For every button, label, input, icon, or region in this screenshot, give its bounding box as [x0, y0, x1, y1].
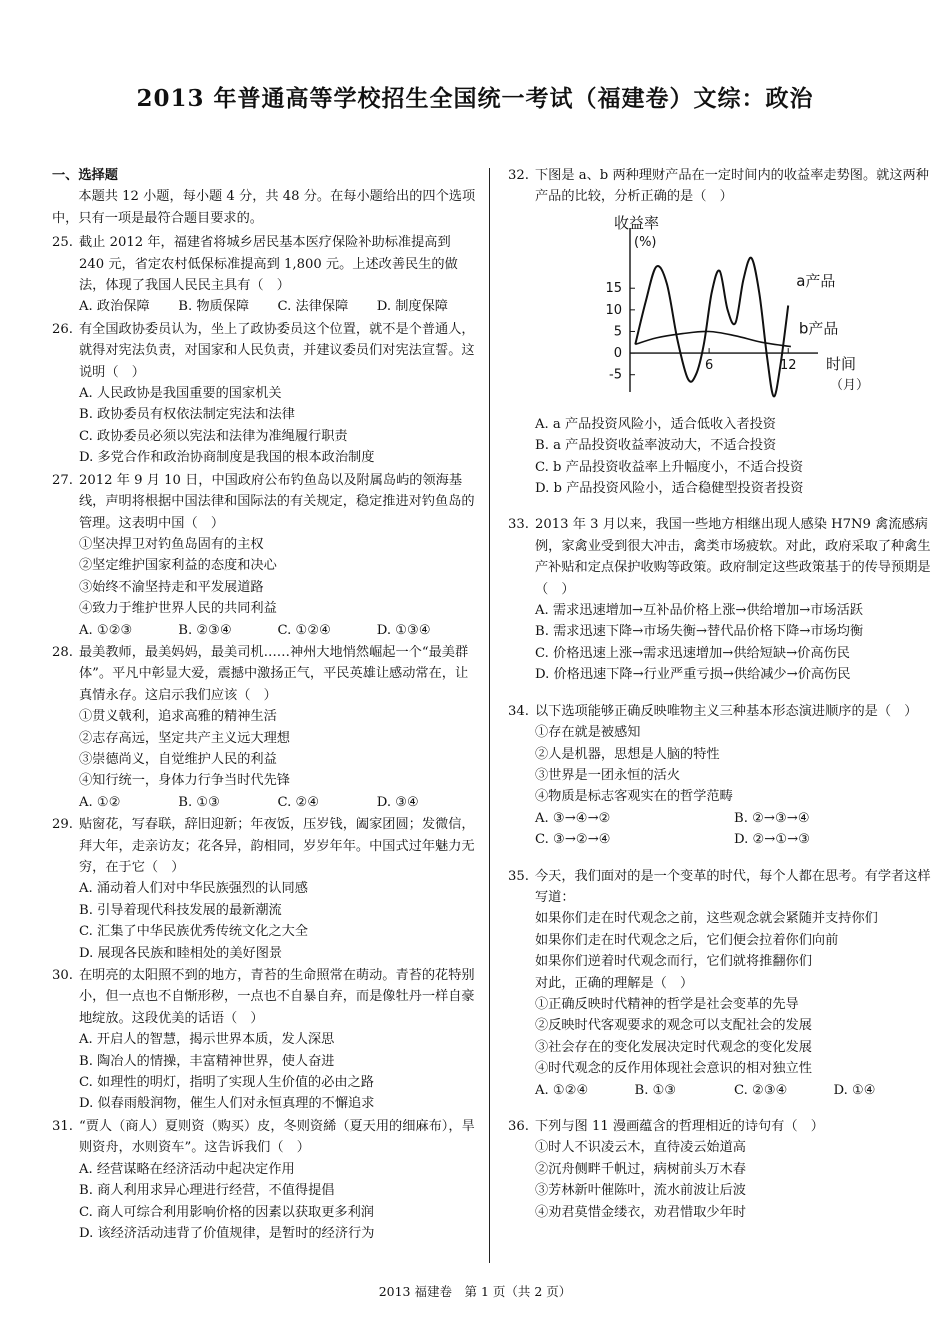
option-c: C. 汇集了中华民族优秀传统文化之大全 — [79, 924, 309, 940]
option-b: B. a 产品投资收益率波动大，不适合投资 — [535, 438, 777, 454]
option-d: D. ①④ — [833, 1082, 876, 1098]
question-number: 25. — [52, 235, 73, 251]
options — [79, 620, 476, 641]
series-line-b — [635, 331, 791, 346]
option-c: C. ③→②→④ — [535, 832, 611, 848]
question-stem: 最美教师，最美妈妈，最美司机……神州大地悄然崛起一个“最美群体”。平凡中彰显大爱，震撼中激扬正气，平民英雄让感动常在，让真情永存。这启示我们应该（ ） — [79, 644, 469, 703]
yield-chart-svg — [568, 212, 868, 408]
option-a: A. 经营谋略在经济活动中起决定作用 — [79, 1161, 295, 1177]
options — [79, 1029, 476, 1115]
page-title: 2013 年普通高等学校招生全国统一考试（福建卷）文综：政治 — [136, 85, 814, 112]
question-stem: 下图是 a、b 两种理财产品在一定时间内的收益率走势图。就这两种产品的比较，分析正确的是（ ） — [535, 168, 929, 205]
option-d: D. 展现各民族和睦相处的美好图景 — [79, 945, 283, 961]
statement: ②志存高远，坚定共产主义远大理想 — [79, 730, 290, 746]
option-b: B. 物质保障 — [178, 299, 250, 315]
question-stem: 2012 年 9 月 10 日，中国政府公布钓鱼岛以及附属岛屿的领海基线，声明将根据中国法律和国际法的有关规定，稳定推进对钓鱼岛的管理。这表明中国（ ） — [79, 472, 475, 531]
question-36 — [508, 1116, 933, 1223]
statement: ②人是机器，思想是人脑的特性 — [535, 746, 720, 762]
option-a: A. ③→④→② — [535, 810, 611, 826]
statement: ①存在就是被感知 — [535, 725, 641, 741]
section-heading: 一、选择题 — [52, 168, 118, 183]
option-d: D. b 产品投资风险小，适合稳健型投资者投资 — [535, 481, 804, 497]
question-stem: 2013 年 3 月以来，我国一些地方相继出现人感染 H7N9 禽流感病例，家禽业受到很大冲击，禽类市场疲软。对此，政府采取了种禽生产补贴和定点保护收购等政策。政府制定这些政策基于的传导预期是（ ） — [535, 517, 931, 597]
options — [535, 808, 933, 851]
option-c: C. 商人可综合利用影响价格的因素以获取更多利润 — [79, 1204, 374, 1220]
left-column — [52, 165, 476, 1245]
question-stem: 截止 2012 年，福建省将城乡居民基本医疗保险补助标准提高到 240 元，省定农村低保标准提高到 1,800 元。上述改善民生的做法，体现了我国人民民主具有（ ） — [79, 235, 458, 294]
option-b: B. 需求迅速下降→市场失衡→替代品价格下降→市场均衡 — [535, 624, 864, 640]
option-a: A. ①②③ — [79, 622, 133, 638]
options — [79, 383, 476, 469]
question-26 — [52, 319, 476, 469]
question-lead: 对此，正确的理解是（ ） — [535, 975, 694, 991]
option-c: C. 法律保障 — [277, 299, 349, 315]
question-number: 30. — [52, 968, 73, 984]
question-35 — [508, 866, 933, 1101]
statement: ④时代观念的反作用体现社会意识的相对独立性 — [535, 1061, 812, 1077]
option-a: A. ①②④ — [535, 1082, 589, 1098]
y-tick-label: 10 — [605, 302, 622, 318]
series-line-a — [635, 257, 788, 396]
statement: ③世界是一团永恒的活火 — [535, 767, 681, 783]
statement: ②反映时代客观要求的观念可以支配社会的发展 — [535, 1018, 812, 1034]
option-a: A. a 产品投资风险小，适合低收入者投资 — [535, 416, 776, 432]
question-number: 26. — [52, 321, 73, 337]
y-tick-label: 15 — [605, 281, 622, 297]
option-d: D. 多党合作和政治协商制度是我国的根本政治制度 — [79, 450, 375, 466]
statement: ①贯义戟利，追求高雅的精神生活 — [79, 709, 277, 725]
option-d: D. 价格迅速下降→行业严重亏损→供给减少→价高伤民 — [535, 667, 851, 683]
option-d: D. ②→①→③ — [734, 832, 811, 848]
option-c: C. ②④ — [277, 794, 320, 810]
option-a: A. 政治保障 — [79, 299, 150, 315]
statement: ④劝君莫惜金缕衣，劝君惜取少年时 — [535, 1204, 746, 1220]
question-stem: “贾人（商人）夏则资（购买）皮，冬则资絺（夏天用的细麻布），旱则资舟，水则资车”。这告诉我们（ ） — [79, 1118, 475, 1156]
statement: ②沉舟侧畔千帆过，病树前头万木春 — [535, 1161, 746, 1177]
question-number: 31. — [52, 1118, 73, 1134]
question-number: 28. — [52, 644, 73, 660]
option-a: A. 需求迅速增加→互补品价格上涨→供给增加→市场活跃 — [535, 603, 863, 619]
statement-list — [535, 722, 933, 808]
question-25 — [52, 232, 476, 318]
quote-line: 如果你们走在时代观念之后，它们便会拉着你们向前 — [535, 932, 839, 948]
option-d: D. 该经济活动违背了价值规律，是暂时的经济行为 — [79, 1225, 375, 1241]
options — [535, 1080, 933, 1101]
option-d: D. 制度保障 — [376, 299, 448, 315]
option-b: B. 政协委员有权依法制定宪法和法律 — [79, 407, 295, 423]
option-b: B. 陶冶人的情操，丰富精神世界，使人奋进 — [79, 1053, 335, 1069]
x-axis-unit: （月） — [830, 377, 868, 393]
option-a: A. 涌动着人们对中华民族强烈的认同感 — [79, 881, 308, 897]
statement: ④致力于维护世界人民的共同利益 — [79, 601, 277, 617]
question-33 — [508, 514, 933, 685]
question-28 — [52, 642, 476, 813]
legend-label-a: a产品 — [796, 272, 836, 291]
question-number: 35. — [508, 868, 529, 884]
option-b: B. 引导着现代科技发展的最新潮流 — [79, 902, 282, 918]
question-stem: 有全国政协委员认为，坐上了政协委员这个位置，就不是个普通人，就得对宪法负责，对国家和人民负责，并建议委员们对宪法宣誓。这说明（ ） — [79, 321, 475, 380]
question-stem: 以下选项能够正确反映唯物主义三种基本形态演进顺序的是（ ） — [535, 703, 918, 719]
statement: ④知行统一，身体力行争当时代先锋 — [79, 773, 290, 789]
option-a: A. ①② — [79, 794, 121, 810]
options — [79, 1159, 476, 1245]
statement: ④物质是标志客观实在的哲学范畴 — [535, 789, 733, 805]
question-27 — [52, 470, 476, 641]
statement: ③芳林新叶催陈叶，流水前波让后波 — [535, 1183, 746, 1199]
statement: ②坚定维护国家利益的态度和决心 — [79, 558, 277, 574]
legend-label-b: b产品 — [798, 319, 839, 338]
question-number: 36. — [508, 1119, 529, 1134]
option-c: C. ②③④ — [734, 1082, 788, 1098]
option-b: B. ①③ — [178, 794, 220, 810]
question-number: 33. — [508, 517, 529, 533]
options — [79, 296, 476, 317]
question-number: 32. — [508, 168, 529, 183]
statement-list — [79, 534, 476, 620]
question-32 — [508, 165, 933, 499]
options — [79, 878, 476, 964]
question-29 — [52, 814, 476, 964]
x-axis-label: 时间 — [826, 354, 857, 373]
x-tick-label: 12 — [779, 357, 797, 373]
quote-line: 如果你们走在时代观念之前，这些观念就会紧随并支持你们 — [535, 911, 878, 927]
option-c: C. ①②④ — [277, 622, 331, 638]
question-stem: 在明亮的太阳照不到的地方，青苔的生命照常在萌动。青苔的花特别小，但一点也不自惭形秽，一点也不自暴自弃，而是像牡丹一样自豪地绽放。这段优美的话语（ ） — [79, 968, 475, 1026]
question-stem: 下列与图 11 漫画蕴含的哲理相近的诗句有（ ） — [535, 1119, 824, 1134]
option-c: C. 价格迅速上涨→需求迅速增加→供给短缺→价高伤民 — [535, 645, 850, 661]
y-tick-label: 0 — [613, 345, 622, 361]
option-a: A. 开启人的智慧，揭示世界本质，发人深思 — [79, 1032, 335, 1048]
statement-list — [79, 706, 476, 792]
option-d: D. ①③④ — [376, 622, 431, 638]
options — [535, 600, 933, 686]
x-tick-label: 6 — [704, 357, 714, 373]
quote-line: 如果你们逆着时代观念而行，它们就将推翻你们 — [535, 954, 812, 970]
statement: ①时人不识凌云木，直待凌云始道高 — [535, 1140, 746, 1156]
option-c: C. 如理性的明灯，指明了实现人生价值的必由之路 — [79, 1075, 374, 1091]
question-stem: 贴窗花，写春联，辞旧迎新；年夜饭，压岁钱，阖家团圆；发微信，拜大年，走亲访友；花各异，韵相同，岁岁年年。中国式过年魅力无穷，在于它（ ） — [79, 817, 475, 875]
question-30 — [52, 965, 476, 1115]
yield-chart — [568, 212, 868, 408]
option-b: B. ①③ — [634, 1082, 677, 1098]
column-divider — [489, 168, 490, 1263]
question-number: 34. — [508, 703, 529, 719]
y-axis-unit: (%) — [634, 234, 657, 250]
question-number: 27. — [52, 472, 73, 488]
option-b: B. 商人利用求异心理进行经营，不值得提倡 — [79, 1183, 335, 1199]
y-axis-label: 收益率 — [614, 213, 660, 232]
options — [535, 414, 933, 500]
option-b: B. ②→③→④ — [734, 810, 810, 826]
statement: ③始终不渝坚持走和平发展道路 — [79, 579, 264, 595]
y-tick-label: 5 — [613, 324, 622, 340]
quote-block — [535, 908, 933, 1079]
y-tick-label: -5 — [609, 367, 622, 383]
option-c: C. b 产品投资收益率上升幅度小，不适合投资 — [535, 459, 804, 475]
statement: ③崇德尚义，自觉维护人民的利益 — [79, 751, 277, 767]
statement: ①正确反映时代精神的哲学是社会变革的先导 — [535, 996, 799, 1012]
option-d: D. 似春雨般润物，催生人们对永恒真理的不懈追求 — [79, 1096, 375, 1112]
option-d: D. ③④ — [376, 794, 419, 810]
question-stem: 今天，我们面对的是一个变革的时代，每个人都在思考。有学者这样写道： — [535, 868, 931, 905]
option-c: C. 政协委员必须以宪法和法律为准绳履行职责 — [79, 428, 348, 444]
statement: ①坚决捍卫对钓鱼岛固有的主权 — [79, 536, 264, 552]
section-intro: 本题共 12 小题，每小题 4 分，共 48 分。在每小题给出的四个选项中，只有一项是最符合题目要求的。 — [52, 189, 476, 226]
statement-list — [535, 1137, 933, 1223]
page-footer: 2013 福建卷 第 1 页（共 2 页） — [378, 1284, 572, 1299]
statement: ③社会存在的变化发展决定时代观念的变化发展 — [535, 1039, 812, 1055]
option-a: A. 人民政协是我国重要的国家机关 — [79, 386, 282, 402]
question-number: 29. — [52, 817, 73, 833]
right-column — [508, 165, 933, 1224]
option-b: B. ②③④ — [178, 622, 232, 638]
question-31 — [52, 1116, 476, 1244]
options — [79, 792, 476, 813]
question-34 — [508, 701, 933, 851]
